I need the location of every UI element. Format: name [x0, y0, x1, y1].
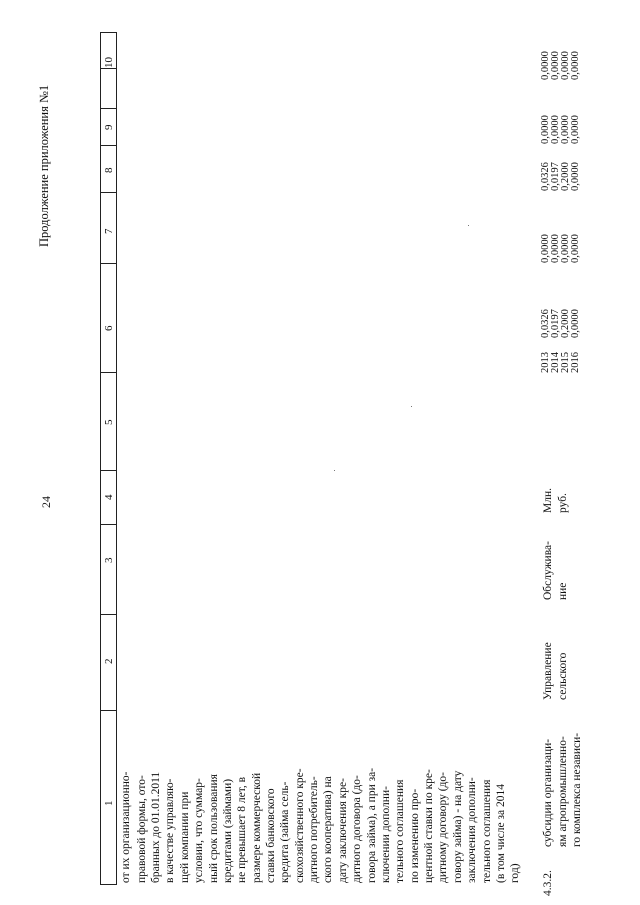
text-line: ского кооператива) на [322, 776, 334, 883]
col6-value: 0,0197 [550, 309, 561, 338]
table-line-top [100, 32, 117, 33]
col7-value: 0,0000 [570, 234, 581, 263]
table-line-bottom [100, 884, 117, 885]
text-line: щей компании при [179, 791, 191, 883]
col-header-1: 1 [103, 800, 115, 806]
col-header-5: 5 [103, 419, 115, 425]
text-line: год) [509, 863, 521, 883]
col-sep [100, 524, 117, 525]
col-sep [100, 614, 117, 615]
text-line: говору займа) - на дату [452, 770, 464, 883]
col-header-4: 4 [103, 494, 115, 500]
text-line: кредитами (займами) [222, 778, 234, 883]
text-line: кредита (займа сель- [279, 781, 291, 883]
col-header-9: 9 [103, 124, 115, 130]
page-number: 24 [39, 496, 53, 508]
unit-line: Млн. [542, 488, 554, 513]
col-sep [100, 108, 117, 109]
scan-speck [334, 470, 335, 471]
col9-value: 0,0000 [550, 115, 561, 144]
col-sep [100, 263, 117, 264]
year-value: 2014 [550, 352, 561, 373]
col7-value: 0,0000 [560, 234, 571, 263]
col8-value: 0,0197 [550, 162, 561, 191]
type-line: Обслужива- [542, 541, 554, 600]
col6-value: 0,2000 [560, 309, 571, 338]
year-value: 2016 [570, 352, 581, 373]
text-line: бранных до 01.01.2011 [150, 771, 162, 883]
text-line: условии, что суммар- [193, 778, 205, 883]
col10-value: 0,0000 [570, 51, 581, 80]
appendix-note: Продолжение приложения №1 [37, 84, 51, 247]
col-header-2: 2 [103, 658, 115, 664]
text-line: от их организационно- [120, 771, 132, 883]
row-432-text-line: го комплекса независи- [571, 732, 583, 847]
row-text-continuation [118, 703, 135, 883]
text-line: ключении дополни- [380, 786, 392, 883]
scan-speck [468, 225, 469, 226]
col10-value: 0,0000 [550, 51, 561, 80]
text-line: тельного соглашения [394, 779, 406, 883]
col-header-6: 6 [103, 325, 115, 331]
type-line: ние [557, 582, 569, 600]
text-line: не превышает 8 лет, в [236, 776, 248, 883]
col8-value: 0,2000 [560, 162, 571, 191]
unit-line: руб. [557, 493, 569, 513]
col8-value: 0,0326 [540, 162, 551, 191]
executor-line: Управление [542, 642, 554, 700]
text-line: дитному договору (до- [437, 772, 449, 883]
col9-value: 0,0000 [570, 115, 581, 144]
table-line-header-left [100, 32, 101, 885]
text-line: дату заключения кре- [337, 778, 349, 883]
col7-value: 0,0000 [540, 234, 551, 263]
text-line: в качестве управляю- [164, 778, 176, 883]
text-line: ный срок пользования [208, 774, 220, 883]
text-line: дитного договора (до- [351, 775, 363, 883]
col9-value: 0,0000 [540, 115, 551, 144]
col-header-7: 7 [103, 228, 115, 234]
col-sep [100, 372, 117, 373]
col-sep [100, 470, 117, 471]
col9-value: 0,0000 [560, 115, 571, 144]
col7-value: 0,0000 [550, 234, 561, 263]
table-line-header-right [116, 32, 117, 885]
text-line: размере коммерческой [251, 772, 263, 883]
text-line: правовой формы, ото- [136, 775, 148, 883]
row-432-text-line: субсидии организаци- [542, 738, 554, 847]
col-header-8: 8 [103, 167, 115, 173]
text-line: ставки банковского [265, 788, 277, 883]
col-header-3: 3 [103, 557, 115, 563]
row-432-text-line: ям агропромышленно- [557, 736, 569, 847]
row-number: 4.3.2. [542, 870, 554, 896]
col-header-10: 10 [103, 57, 115, 68]
col-sep [100, 68, 117, 69]
text-line: (в том числе за 2014 [495, 784, 507, 883]
text-line: по изменению про- [409, 788, 421, 883]
executor-line: сельского [557, 652, 569, 700]
text-line: тельного соглашения [481, 779, 493, 883]
col-sep [100, 710, 117, 711]
col6-value: 0,0326 [540, 309, 551, 338]
col-sep [100, 145, 117, 146]
col-sep [100, 192, 117, 193]
year-value: 2015 [560, 352, 571, 373]
text-line: центной ставки по кре- [423, 769, 435, 883]
col10-value: 0,0000 [540, 51, 551, 80]
year-value: 2013 [540, 352, 551, 373]
text-line: скохозяйственного кре- [294, 768, 306, 883]
col6-value: 0,0000 [570, 309, 581, 338]
text-line: говора займа), а при за- [366, 767, 378, 883]
text-line: дитного потребитель- [308, 776, 320, 883]
text-line: заключения дополни- [466, 777, 478, 883]
scan-speck [411, 406, 412, 407]
col8-value: 0,0000 [570, 162, 581, 191]
col10-value: 0,0000 [560, 51, 571, 80]
